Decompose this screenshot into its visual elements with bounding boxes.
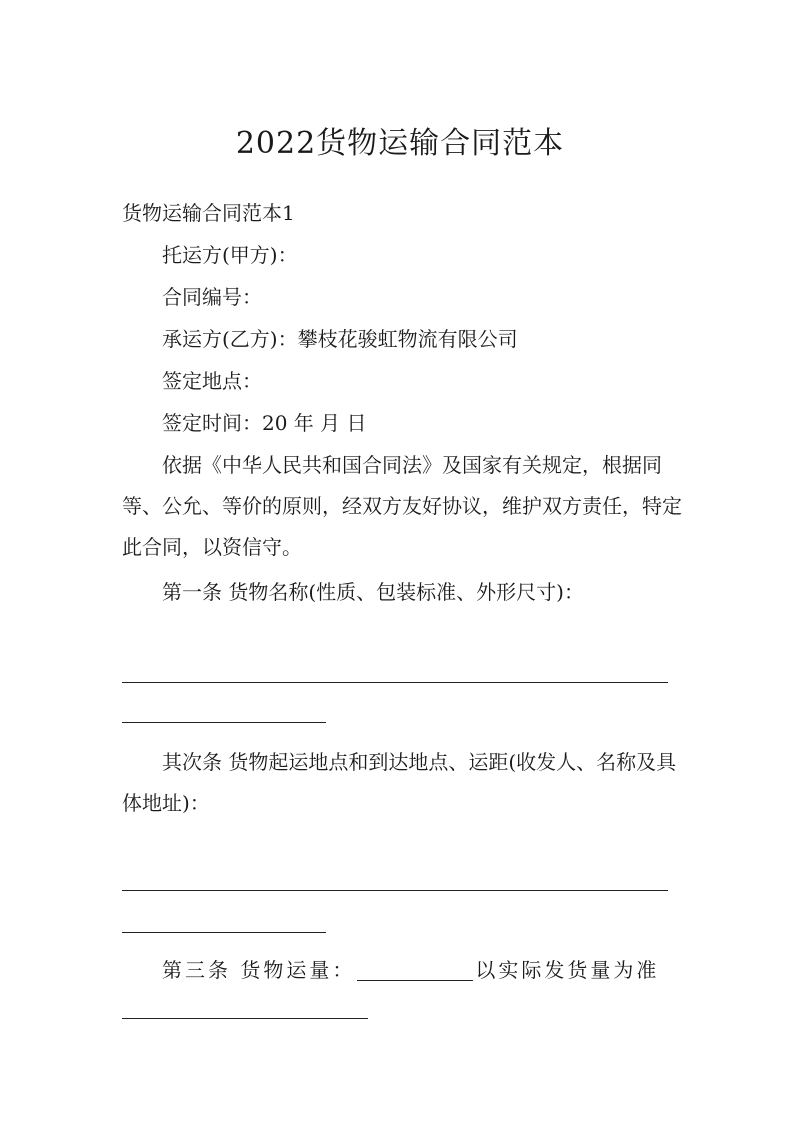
article-2-fill-line-1 (122, 890, 668, 891)
document-title: 2022货物运输合同范本 (235, 126, 565, 161)
article-3 (162, 956, 659, 984)
article-2-fill-line-2 (122, 932, 326, 933)
document-subtitle: 货物运输合同范本1 (122, 201, 295, 225)
field-contract-number: 合同编号： (162, 285, 262, 309)
article-3-note: 以实际发货量为准 (475, 958, 660, 982)
field-shipper: 托运方(甲方)： (162, 243, 298, 267)
field-sign-time: 签定时间：20 年 月 日 (162, 411, 367, 435)
article-1: 第一条 货物名称(性质、包装标准、外形尺寸)： (162, 580, 584, 604)
article-3-blank (357, 958, 473, 981)
preamble-paragraph: 依据《中华人民共和国合同法》及国家有关规定，根据同等、公允、等价的原则，经双方友好协议，维护双方责任，特定此合同，以资信守。 (122, 453, 682, 559)
field-sign-place: 签定地点： (162, 369, 262, 393)
article-1-fill-line-2 (122, 722, 326, 723)
article-3-fill-line (122, 1018, 368, 1019)
article-3-label: 第三条 货物运量： (162, 958, 356, 982)
field-carrier: 承运方(乙方)：攀枝花骏虹物流有限公司 (162, 327, 518, 351)
article-1-fill-line-1 (122, 682, 668, 683)
article-2: 其次条 货物起运地点和到达地点、运距(收发人、名称及具体地址)： (122, 750, 677, 815)
